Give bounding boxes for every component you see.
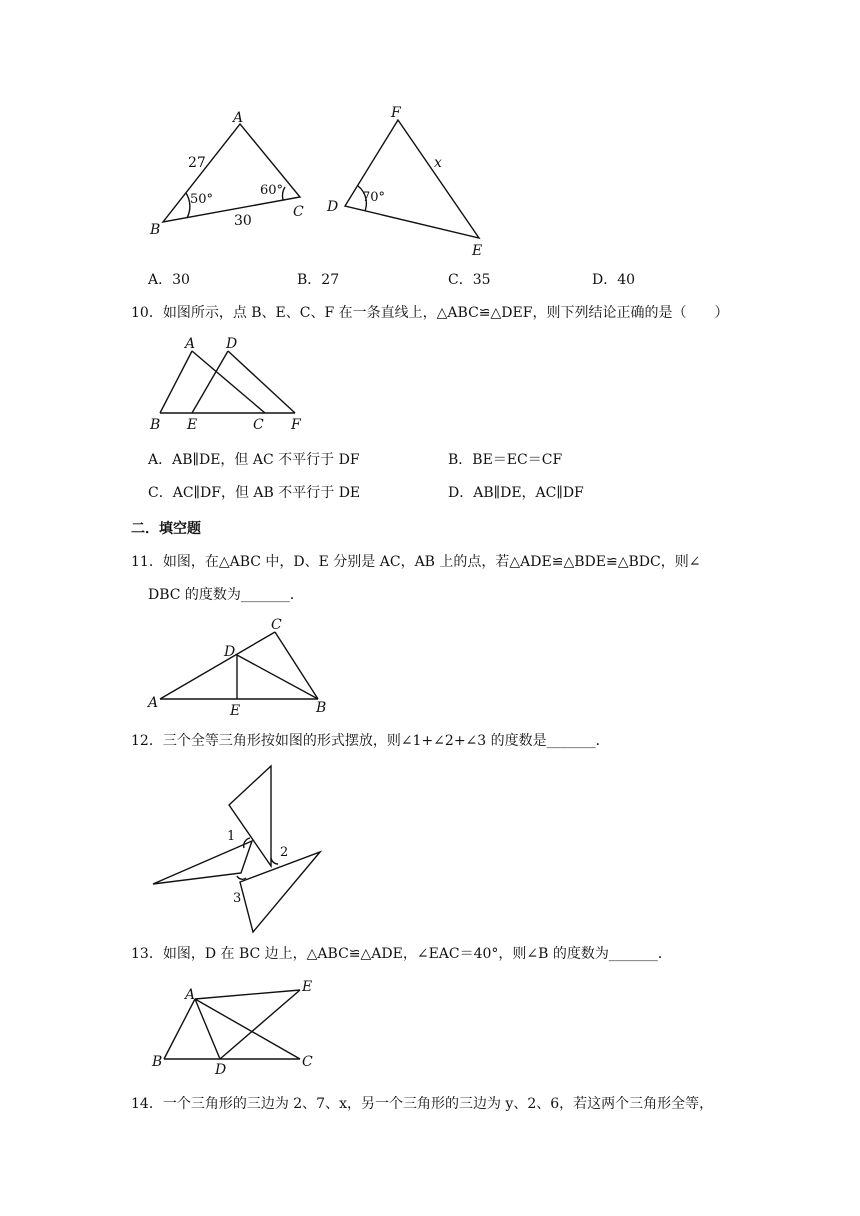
label-b: B xyxy=(316,700,327,716)
side-bc-label: 30 xyxy=(234,213,252,229)
label-d: D xyxy=(224,644,236,660)
label-c: C xyxy=(271,617,282,633)
q11-figure xyxy=(140,612,340,722)
segment-cb xyxy=(275,632,318,699)
label-f: F xyxy=(391,105,401,121)
q10-stem: 10．如图所示，点 B、E、C、F 在一条直线上，△ABC≌△DEF，则下列结论正确的是（ ） xyxy=(131,305,729,321)
label-a: A xyxy=(233,110,244,126)
label-d: D xyxy=(226,336,238,352)
label-f: F xyxy=(291,417,301,433)
triangle-def xyxy=(345,120,479,238)
q11-stem-line2: DBC 的度数为_______． xyxy=(148,587,304,603)
segment-ab xyxy=(164,999,195,1059)
q13-figure xyxy=(140,975,340,1075)
side-ab-label: 27 xyxy=(188,155,206,171)
label-b: B xyxy=(150,222,161,238)
q12-stem: 12．三个全等三角形按如图的形式摆放，则∠1+∠2+∠3 的度数是_______． xyxy=(131,733,610,749)
q11-stem-line1: 11．如图，在△ABC 中，D、E 分别是 AC，AB 上的点，若△ADE≌△BDE≌△BDC，则∠ xyxy=(131,554,701,570)
label-e: E xyxy=(187,417,198,433)
angle-d-label: 70° xyxy=(362,190,386,205)
q13-stem: 13．如图，D 在 BC 边上，△ABC≌△ADE，∠EAC＝40°，则∠B 的度数为_______． xyxy=(131,946,672,962)
triangle-bottom xyxy=(240,852,320,932)
segment-ac xyxy=(195,999,300,1059)
angle-c-label: 60° xyxy=(260,183,284,198)
segment-ab xyxy=(160,351,192,413)
label-e: E xyxy=(230,703,241,719)
angle-arc-3 xyxy=(237,876,246,879)
triangle-left xyxy=(153,841,252,884)
q10-option-c: C．AC∥DF，但 AB 不平行于 DE xyxy=(148,485,361,501)
angle-b-label: 50° xyxy=(190,192,214,207)
label-b: B xyxy=(150,417,161,433)
segment-de xyxy=(192,351,228,413)
side-fe-label: x xyxy=(434,155,442,171)
section-title: 二．填空题 xyxy=(131,521,201,537)
triangle-abc xyxy=(163,124,300,222)
label-c: C xyxy=(293,204,304,220)
angle-label-3: 3 xyxy=(233,891,242,906)
segment-df xyxy=(228,351,295,413)
q10-option-d: D．AB∥DE，AC∥DF xyxy=(448,485,584,501)
q9-option-d: D．40 xyxy=(592,272,636,288)
label-e: E xyxy=(302,979,313,995)
q12-figure xyxy=(140,760,340,940)
angle-label-2: 2 xyxy=(280,845,289,860)
q10-figure xyxy=(140,335,320,435)
segment-ae xyxy=(195,990,300,999)
angle-label-1: 1 xyxy=(227,829,236,844)
q10-option-a: A．AB∥DE，但 AC 不平行于 DF xyxy=(148,452,360,468)
label-a: A xyxy=(185,336,196,352)
q9-option-b: B．27 xyxy=(297,272,340,288)
segment-de xyxy=(220,990,300,1059)
label-d: D xyxy=(327,199,339,215)
angle-arc-2 xyxy=(271,858,278,864)
label-c: C xyxy=(302,1054,313,1070)
segment-ac xyxy=(192,351,265,413)
q14-stem: 14．一个三角形的三边为 2、7、x，另一个三角形的三边为 y、2、6，若这两个三角形全等， xyxy=(131,1096,714,1112)
label-a: A xyxy=(185,987,196,1003)
q9-option-c: C．35 xyxy=(448,272,491,288)
label-a: A xyxy=(148,695,159,711)
label-e: E xyxy=(472,243,483,259)
segment-ad xyxy=(195,999,220,1059)
label-c: C xyxy=(253,417,264,433)
q9-figure xyxy=(140,100,500,260)
segment-db xyxy=(237,655,318,699)
label-b: B xyxy=(152,1054,163,1070)
q10-option-b: B．BE＝EC＝CF xyxy=(448,452,563,468)
triangle-top xyxy=(229,766,271,866)
q9-option-a: A．30 xyxy=(148,272,190,288)
label-d: D xyxy=(215,1062,227,1075)
